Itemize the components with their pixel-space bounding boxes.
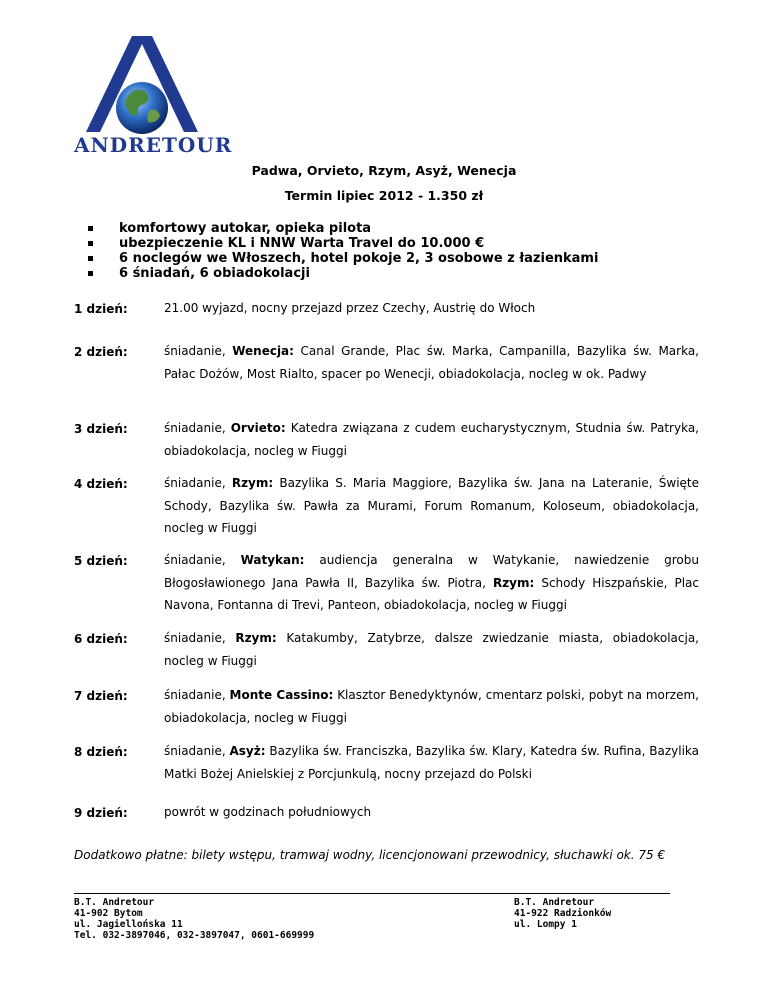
extra-costs-note: Dodatkowo płatne: bilety wstępu, tramwaj wodny, licencjonowani przewodnicy, słuchawki ok. 75 € <box>74 848 666 862</box>
day-description: 21.00 wyjazd, nocny przejazd przez Czechy, Austrię do Włoch <box>164 301 536 315</box>
footer-right-address: B.T. Andretour 41-922 Radzionków ul. Lompy 1 <box>514 897 612 930</box>
footer-divider <box>74 893 670 894</box>
day-description: powrót w godzinach południowych <box>164 805 372 819</box>
day-label: 7 dzień: <box>74 689 128 703</box>
feature-list <box>88 221 598 281</box>
day-description: śniadanie, Wenecja: Canal Grande, Plac św. Marka, Campanilla, Bazylika św. Marka, Pałac Dożów, Most Rialto, spacer po Wenecji, obiadokolacja, nocleg w ok. Padwy <box>164 344 699 381</box>
day-label: 3 dzień: <box>74 422 128 436</box>
footer-left-address: B.T. Andretour 41-902 Bytom ul. Jagiellońska 11 Tel. 032-3897046, 032-3897047, 0601-669999 <box>74 897 315 941</box>
day-label: 6 dzień: <box>74 632 128 646</box>
feature-item: komfortowy autokar, opieka pilota <box>88 221 598 236</box>
bullet-icon <box>88 241 93 246</box>
bullet-icon <box>88 256 93 261</box>
day-label: 8 dzień: <box>74 745 128 759</box>
trip-title: Padwa, Orvieto, Rzym, Asyż, Wenecja <box>251 163 517 178</box>
trip-term: Termin lipiec 2012 - 1.350 zł <box>284 188 484 203</box>
day-description: śniadanie, Rzym: Bazylika S. Maria Maggiore, Bazylika św. Jana na Lateranie, Święte Schody, Bazylika św. Pawła za Murami, Forum Romanum, Koloseum, obiadokolacja, nocleg w Fiuggi <box>164 476 699 535</box>
feature-item: ubezpieczenie KL i NNW Warta Travel do 10.000 € <box>88 236 598 251</box>
day-label: 5 dzień: <box>74 554 128 568</box>
feature-item: 6 noclegów we Włoszech, hotel pokoje 2, 3 osobowe z łazienkami <box>88 251 598 266</box>
day-label: 9 dzień: <box>74 806 128 820</box>
logo-text: ANDRETOUR <box>74 133 233 157</box>
bullet-icon <box>88 226 93 231</box>
day-description: śniadanie, Orvieto: Katedra związana z cudem eucharystycznym, Studnia św. Patryka, obiadokolacja, nocleg w Fiuggi <box>164 421 699 458</box>
day-label: 2 dzień: <box>74 345 128 359</box>
day-description: śniadanie, Monte Cassino: Klasztor Benedyktynów, cmentarz polski, pobyt na morzem, obiadokolacja, nocleg w Fiuggi <box>164 688 699 725</box>
day-description: śniadanie, Asyż: Bazylika św. Franciszka, Bazylika św. Klary, Katedra św. Rufina, Bazylika Matki Bożej Anielskiej z Porcjunkulą, nocny przejazd do Polski <box>164 744 699 781</box>
bullet-icon <box>88 271 93 276</box>
day-description: śniadanie, Rzym: Katakumby, Zatybrze, dalsze zwiedzanie miasta, obiadokolacja, nocleg w Fiuggi <box>164 631 700 668</box>
day-description: śniadanie, Watykan: audiencja generalna w Watykanie, nawiedzenie grobu Błogosławionego Jana Pawła II, Bazylika św. Piotra, Rzym: Schody Hiszpańskie, Plac Navona, Fontanna di Trevi, Panteon, obiadokolacja, nocleg w Fiuggi <box>164 553 700 612</box>
day-label: 4 dzień: <box>74 477 128 491</box>
day-label: 1 dzień: <box>74 302 128 316</box>
feature-item: 6 śniadań, 6 obiadokolacji <box>88 266 598 281</box>
